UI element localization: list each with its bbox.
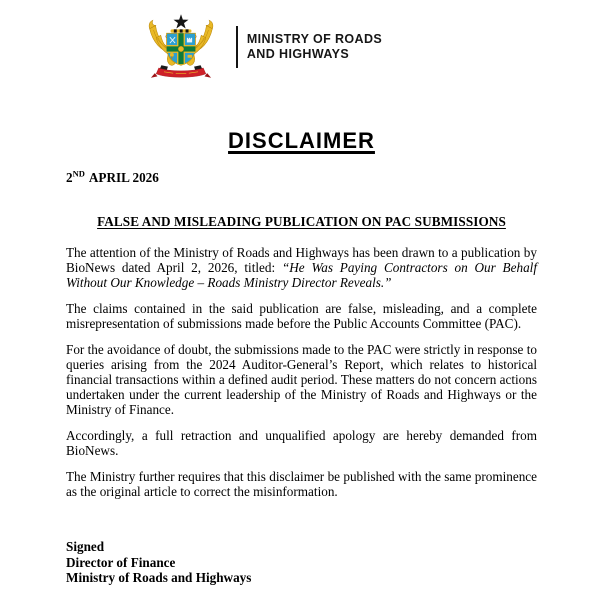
paragraph-5: The Ministry further requires that this disclaimer be published with the same prominence as the original article to correct the misinformation.	[66, 469, 537, 499]
letterhead-divider	[236, 26, 238, 68]
ministry-name-line1: MINISTRY OF ROADS	[246, 31, 383, 46]
paragraph-2: The claims contained in the said publication are false, misleading, and a complete misrepresentation of submissions made before the Public Accounts Committee (PAC).	[66, 301, 537, 331]
letterhead	[0, 0, 517, 81]
date-day: 2	[66, 170, 73, 185]
paragraph-1-lead: The attention of the Ministry of Roads and Highways has been drawn to a publication by BioNews dated April 2, 2026, titled:	[66, 245, 537, 275]
paragraph-3: For the avoidance of doubt, the submissions made to the PAC were strictly in response to queries arising from the 2024 Auditor-General’s Report, which relates to historical financial transactions within a defined audit period. These matters do not concern actions undertaken under the current leadership of the Ministry of Roads and Highways or the Ministry of Finance.	[66, 342, 537, 417]
subject-heading	[66, 214, 537, 230]
paragraph-4: Accordingly, a full retraction and unqualified apology are hereby demanded from BioNews.	[66, 428, 537, 458]
document-title-text: DISCLAIMER	[228, 128, 375, 153]
paragraph-1-quoted-title: “He Was Paying Contractors on Our Behalf Without Our Knowledge – Roads Ministry Director Reveals.”	[66, 260, 537, 290]
ghana-coat-of-arms-logo	[135, 13, 227, 81]
ministry-name-line2: AND HIGHWAYS	[246, 47, 350, 61]
date-rest: APRIL 2026	[88, 170, 159, 185]
paragraph-1	[66, 245, 537, 290]
signature-role: Director of Finance	[66, 554, 176, 570]
document-title	[0, 128, 603, 154]
signature-organization: Ministry of Roads and Highways	[66, 570, 252, 585]
document-body	[66, 170, 537, 586]
date-line	[66, 170, 537, 186]
subject-heading-text: FALSE AND MISLEADING PUBLICATION ON PAC SUBMISSIONS	[97, 214, 506, 229]
signature-signed-label: Signed	[66, 539, 105, 554]
ministry-name	[247, 32, 382, 63]
signature-block	[66, 539, 537, 586]
date-ordinal-suffix: ND	[72, 168, 85, 179]
